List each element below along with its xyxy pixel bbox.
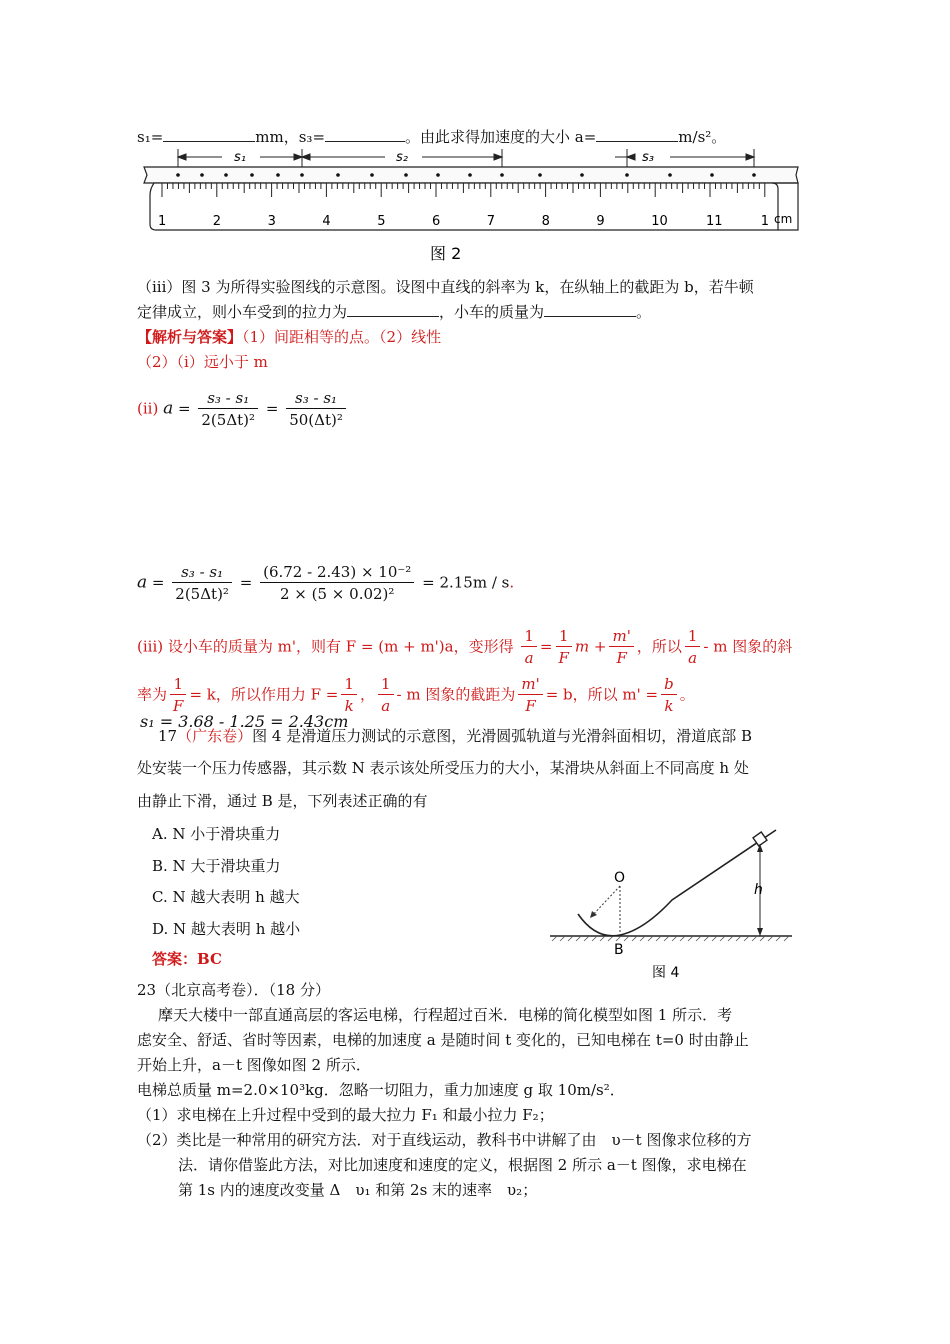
q17-answer: 答案：BC	[152, 950, 222, 968]
tape-dot	[250, 173, 254, 177]
q23-q2-line3: 第 1s 内的速度改变量 Δ υ₁ 和第 2s 末的速率 υ₂；	[178, 1181, 538, 1199]
iii-frac1: $\frac{1}{a}$	[521, 626, 537, 669]
tape-dot	[625, 173, 629, 177]
ruler-number: 3	[267, 214, 276, 229]
q23-q2-line2: 法．请你借鉴此方法，对比加速度和速度的定义，根据图 2 所示 a－t 图像，求电梯在	[178, 1156, 747, 1174]
iii-frac2: $\frac{1}{F}$	[556, 626, 572, 669]
option-d[interactable]: D. N 越大表明 h 越小	[152, 920, 301, 938]
tape-dot	[336, 173, 340, 177]
s1-blank[interactable]	[163, 127, 255, 142]
track-curve	[578, 830, 776, 936]
answer-part2: （2）（i）远小于 m	[137, 353, 268, 371]
q23-p2: 虑安全、舒适、省时等因素，电梯的加速度 a 是随时间 t 变化的，已知电梯在 t=0 时由静止	[137, 1031, 749, 1049]
s1-unit: mm，	[255, 128, 299, 146]
q3-line2-b: ，小车的质量为	[439, 303, 545, 321]
slide-track-figure	[548, 822, 798, 987]
tape-dot	[538, 173, 542, 177]
point-o: O	[614, 870, 626, 886]
ruler-number: 7	[486, 214, 496, 229]
q23-title: 23（北京高考卷）．（18 分）	[137, 981, 330, 999]
s3-blank[interactable]	[325, 127, 405, 142]
formula-ii: (ii) a = $\frac{\text{s₃ - s₁}}{\text{2(5Δt)²}}$ = $\frac{\text{s₃ - s₁}}{\text{50(Δt)²}}$	[137, 388, 349, 431]
q3-line2-c: 。	[636, 303, 652, 321]
formula1-a: a	[163, 398, 174, 419]
formula1-eq: =	[178, 399, 191, 418]
s2-marker: s₂	[396, 150, 408, 165]
option-c[interactable]: C. N 越大表明 h 越大	[152, 888, 300, 906]
mass-blank[interactable]	[544, 302, 636, 317]
formula1-frac2: $\frac{\text{s₃ - s₁}}{\text{50(Δt)²}}$	[286, 388, 346, 431]
s3-end-text: 。由此求得加速度的大小 a=	[405, 128, 597, 146]
ruler-number: 11	[706, 214, 723, 229]
q17-line1: 17（广东卷）图 4 是滑道压力测试的示意图，光滑圆弧轨道与光滑斜面相切，滑道底部 B	[158, 727, 752, 745]
ruler-number: 4	[322, 214, 331, 229]
q3-line1: （iii）图 3 为所得实验图线的示意图。设图中直线的斜率为 k，在纵轴上的截距为 b，若牛顿	[137, 278, 754, 296]
formula2-frac2: $\frac{\text{(6.72 - 2.43) × 10⁻²}}{\text{2 × (5 × 0.02)²}}$	[260, 562, 414, 605]
s1-calc: s₁ = 3.68 - 1.25 = 2.43cm	[140, 712, 349, 731]
tape-dot	[710, 173, 714, 177]
ruler-figure	[130, 145, 810, 270]
ruler-number: 8	[541, 214, 550, 229]
iii-frac5: $\frac{1}{F}$	[170, 674, 186, 717]
formula2-a: a	[137, 572, 148, 593]
tape-dot	[200, 173, 204, 177]
height-h: h	[754, 882, 763, 898]
ruler-number: 5	[377, 214, 386, 229]
iii-frac9: $\frac{b}{k}$	[661, 674, 677, 717]
ii-label: (ii)	[137, 399, 159, 418]
point-b: B	[614, 942, 624, 958]
iii-answer-line1: (iii) 设小车的质量为 m'，则有 F = (m + m')a，变形得 $\frac{1}{a}$ = $\frac{1}{F}$ m + $\frac{m'}{F}$ ，所以 $\frac{1}{a}$ - m 图象的斜	[137, 627, 793, 667]
tape-dot	[468, 173, 472, 177]
q23-p1: 摩天大楼中一部直通高层的客运电梯，行程超过百米．电梯的简化模型如图 1 所示．考	[158, 1006, 733, 1024]
ruler-number: 9	[596, 214, 605, 229]
ruler-number: 1	[158, 214, 167, 229]
q23-p3: 开始上升，a－t 图像如图 2 所示．	[137, 1056, 371, 1074]
q17-source: （广东卷）	[177, 727, 253, 745]
formula2-end: .	[509, 573, 515, 592]
s1-label: s₁=	[137, 128, 164, 146]
iii-frac8: $\frac{m'}{F}$	[518, 674, 542, 717]
formula-numeric: a = $\frac{\text{s₃ - s₁}}{\text{2(5Δt)²}}$ = $\frac{\text{(6.72 - 2.43) × 10⁻²}}{\text{2 × (5 × 0.02)²}}$ = 2.15m / s.	[137, 563, 515, 603]
tape-dot	[436, 173, 440, 177]
tape-dot	[580, 173, 584, 177]
q3-line2-a: 定律成立，则小车受到的拉力为	[137, 303, 348, 321]
tape-dot	[224, 173, 228, 177]
q23-p4: 电梯总质量 m=2.0×10³kg．忽略一切阻力，重力加速度 g 取 10m/s²．	[137, 1081, 625, 1099]
ruler-unit: cm	[774, 212, 793, 226]
s1-marker: s₁	[234, 150, 246, 165]
s3-marker: s₃	[642, 150, 654, 165]
iii-frac3: $\frac{m'}{F}$	[609, 626, 633, 669]
a-blank[interactable]	[596, 127, 678, 142]
tape-dot	[500, 173, 504, 177]
formula2-result: = 2.15m / s	[422, 573, 510, 592]
q23-q2-line1: （2）类比是一种常用的研究方法．对于直线运动，教科书中讲解了由 υ－t 图像求位移的方	[137, 1131, 752, 1149]
iii-frac7: $\frac{1}{a}$	[378, 674, 394, 717]
tape-dot	[300, 173, 304, 177]
figure4-caption: 图 4	[652, 965, 680, 981]
s3-label: s₃=	[298, 128, 326, 146]
formula1-frac1: $\frac{\text{s₃ - s₁}}{\text{2(5Δt)²}}$	[198, 388, 258, 431]
option-a[interactable]: A. N 小于滑块重力	[152, 825, 281, 843]
q17-line2: 处安装一个压力传感器，其示数 N 表示该处所受压力的大小，某滑块从斜面上不同高度 h 处	[137, 759, 749, 777]
iii-frac4: $\frac{1}{a}$	[685, 626, 701, 669]
ruler-number: 6	[432, 214, 441, 229]
tape-dot	[752, 173, 756, 177]
q3-line2	[137, 301, 651, 323]
formula2-frac1: $\frac{\text{s₃ - s₁}}{\text{2(5Δt)²}}$	[172, 562, 232, 605]
option-b[interactable]: B. N 大于滑块重力	[152, 857, 281, 875]
ruler-number: 1	[760, 214, 770, 229]
ruler-number: 10	[651, 214, 668, 229]
tape-dot	[276, 173, 280, 177]
iii-answer-line2: 率为 $\frac{1}{F}$ = k，所以作用力 F = $\frac{1}{k}$ ， $\frac{1}{a}$ - m 图象的截距为 $\frac{m'}{F}$ = b，所以 m' = $\frac{b}{k}$ 。	[137, 675, 695, 715]
tape-dot	[404, 173, 408, 177]
iii-frac6: $\frac{1}{k}$	[341, 674, 357, 717]
answer-part1: （1）间距相等的点。（2）线性	[242, 328, 442, 346]
ruler-number: 2	[212, 214, 222, 229]
a-unit: m/s²。	[678, 128, 727, 146]
answer-heading-line	[137, 326, 441, 348]
tape-dot	[176, 173, 180, 177]
tape-dot	[668, 173, 672, 177]
q17-line3: 由静止下滑，通过 B 是，下列表述正确的有	[137, 792, 428, 810]
answer-heading: 【解析与答案】	[137, 328, 243, 346]
ruler-caption: 图 2	[430, 244, 462, 263]
force-blank[interactable]	[347, 302, 439, 317]
q23-q1: （1）求电梯在上升过程中受到的最大拉力 F₁ 和最小拉力 F₂；	[137, 1106, 554, 1124]
tape-dot	[370, 173, 374, 177]
